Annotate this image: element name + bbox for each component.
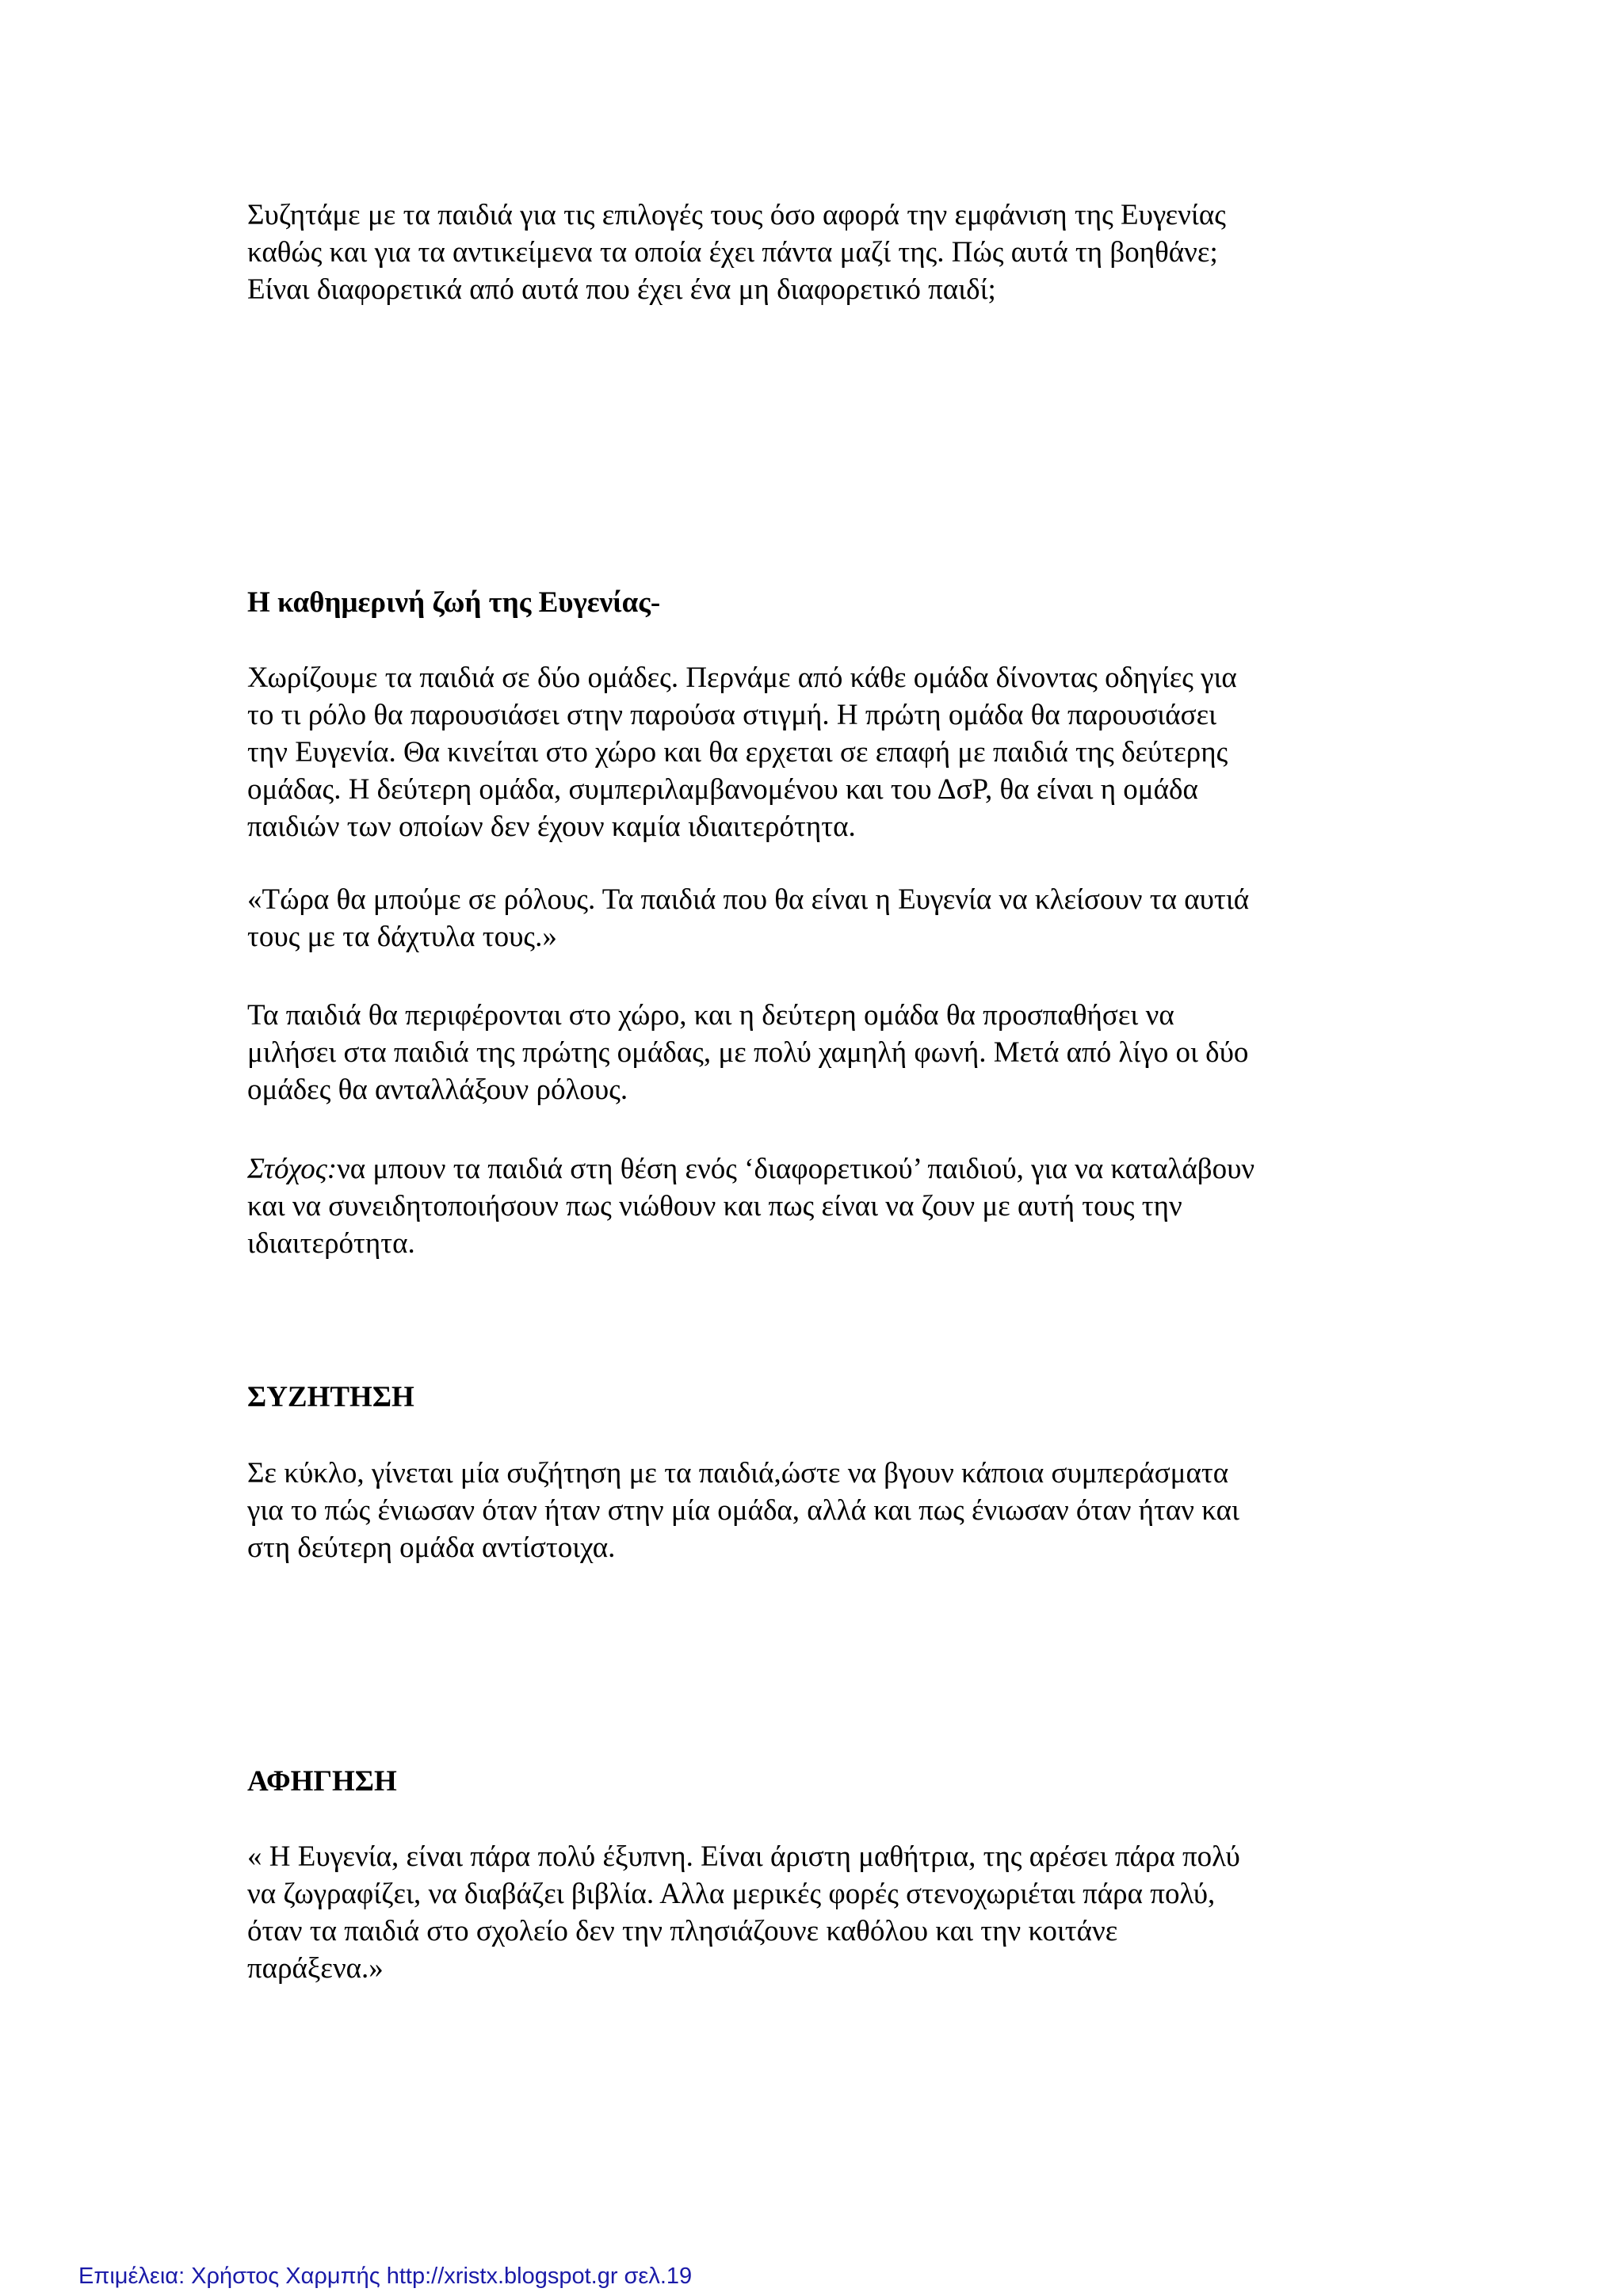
text-line: την Ευγενία. Θα κινείται στο χώρο και θα ερχεται σε επαφή με παιδιά της δεύτερης bbox=[247, 736, 1228, 769]
text-line: μιλήσει στα παιδιά της πρώτης ομάδας, με πολύ χαμηλή φωνή. Μετά από λίγο οι δύο bbox=[247, 1036, 1249, 1069]
text-line: και να συνειδητοποιήσουν πως νιώθουν και πως είναι να ζουν με αυτή τους την bbox=[247, 1190, 1182, 1222]
text-line: το τι ρόλο θα παρουσιάσει στην παρούσα στιγμή. Η πρώτη ομάδα θα παρουσιάσει bbox=[247, 699, 1217, 731]
text-line: ομάδας. Η δεύτερη ομάδα, συμπεριλαμβανομένου και του ΔσΡ, θα είναι η ομάδα bbox=[247, 773, 1198, 806]
text-line: Σε κύκλο, γίνεται μία συζήτηση με τα παιδιά,ώστε να βγουν κάποια συμπεράσματα bbox=[247, 1457, 1229, 1489]
activity-paragraph bbox=[247, 997, 1412, 1108]
goal-label: Στόχος: bbox=[247, 1153, 338, 1185]
text-line: ιδιαιτερότητα. bbox=[247, 1227, 415, 1260]
intro-paragraph bbox=[247, 196, 1412, 308]
goal-text: να μπουν τα παιδιά στη θέση ενός ‘διαφορετικού’ παιδιού, για να καταλάβουν bbox=[337, 1153, 1255, 1185]
text-line bbox=[247, 1150, 1412, 1188]
section-heading-discussion: ΣΥΖΗΤΗΣΗ bbox=[247, 1381, 414, 1413]
section-heading-narration: ΑΦΗΓΗΣΗ bbox=[247, 1765, 397, 1798]
text-line: τους με τα δάχτυλα τους.» bbox=[247, 921, 557, 953]
text-line: στη δεύτερη ομάδα αντίστοιχα. bbox=[247, 1531, 616, 1564]
discussion-paragraph bbox=[247, 1455, 1412, 1566]
text-line: « Η Ευγενία, είναι πάρα πολύ έξυπνη. Είναι άριστη μαθήτρια, της αρέσει πάρα πολύ bbox=[247, 1840, 1240, 1873]
narration-paragraph bbox=[247, 1838, 1412, 1987]
goal-paragraph bbox=[247, 1150, 1412, 1262]
text-line: καθώς και για τα αντικείμενα τα οποία έχει πάντα μαζί της. Πώς αυτά τη βοηθάνε; bbox=[247, 236, 1218, 269]
text-line: Είναι διαφορετικά από αυτά που έχει ένα μη διαφορετικό παιδί; bbox=[247, 273, 996, 306]
text-line: «Τώρα θα μπούμε σε ρόλους. Τα παιδιά που θα είναι η Ευγενία να κλείσουν τα αυτιά bbox=[247, 883, 1250, 916]
text-line: ομάδες θα ανταλλάξουν ρόλους. bbox=[247, 1074, 628, 1106]
text-line: παράξενα.» bbox=[247, 1952, 384, 1985]
text-line: Συζητάμε με τα παιδιά για τις επιλογές τους όσο αφορά την εμφάνιση της Ευγενίας bbox=[247, 199, 1226, 231]
section-heading-daily-life: Η καθημερινή ζωή της Ευγενίας- bbox=[247, 586, 661, 619]
text-line: Χωρίζουμε τα παιδιά σε δύο ομάδες. Περνάμε από κάθε ομάδα δίνοντας οδηγίες για bbox=[247, 662, 1237, 694]
text-line: Τα παιδιά θα περιφέρονται στο χώρο, και η δεύτερη ομάδα θα προσπαθήσει να bbox=[247, 999, 1174, 1032]
page-footer: Επιμέλεια: Χρήστος Χαρμπής http://xristx.blogspot.gr σελ.19 bbox=[78, 2264, 693, 2289]
text-line: όταν τα παιδιά στο σχολείο δεν την πλησιάζουνε καθόλου και την κοιτάνε bbox=[247, 1915, 1118, 1947]
instructions-paragraph bbox=[247, 659, 1412, 845]
quote-paragraph bbox=[247, 881, 1412, 955]
text-line: να ζωγραφίζει, να διαβάζει βιβλία. Αλλα μερικές φορές στενοχωριέται πάρα πολύ, bbox=[247, 1878, 1216, 1910]
text-line: για το πώς ένιωσαν όταν ήταν στην μία ομάδα, αλλά και πως ένιωσαν όταν ήταν και bbox=[247, 1494, 1239, 1527]
text-line: παιδιών των οποίων δεν έχουν καμία ιδιαιτερότητα. bbox=[247, 810, 856, 843]
